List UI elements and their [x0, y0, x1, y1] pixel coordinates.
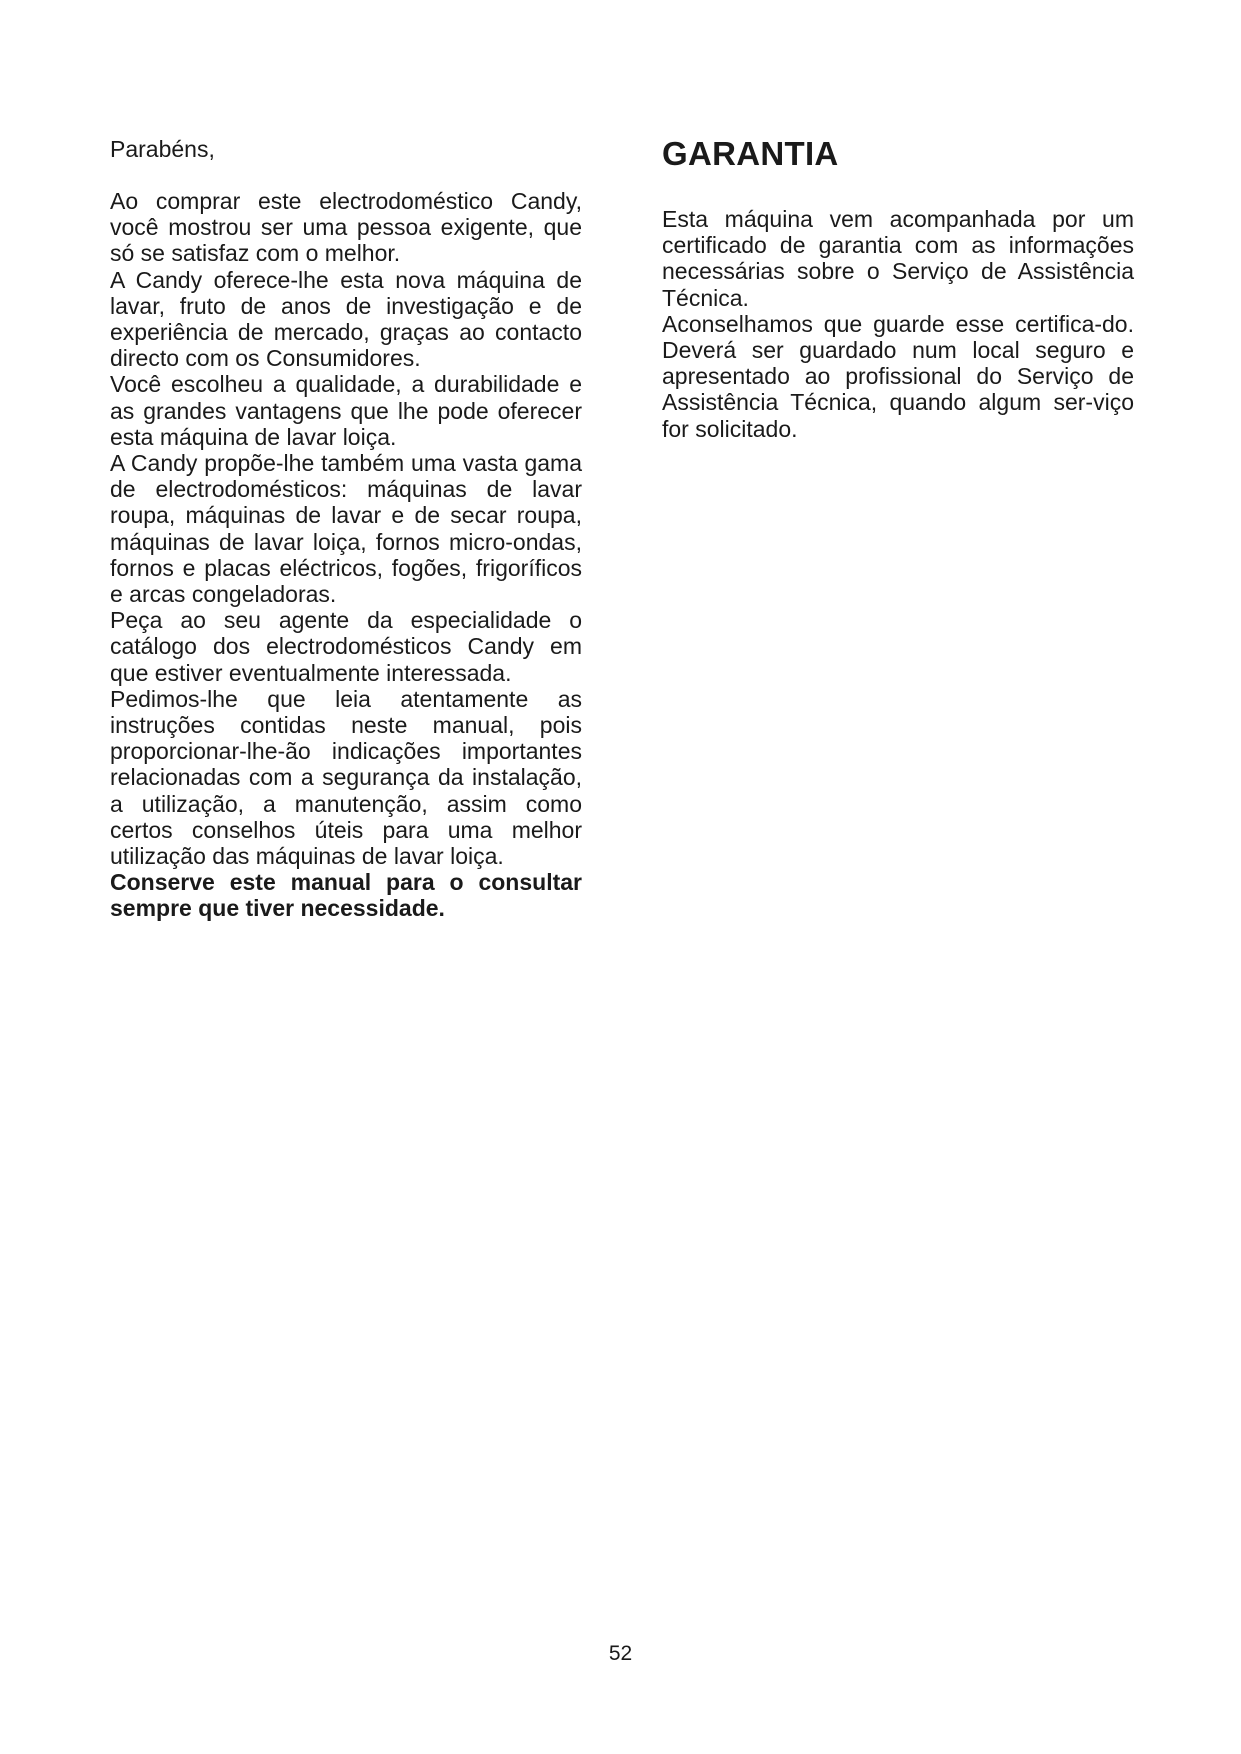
keep-manual-note: Conserve este manual para o consultar sempre que tiver necessidade. [110, 869, 582, 922]
product-range-paragraph: A Candy propõe-lhe também uma vasta gama de electrodomésticos: máquinas de lavar roupa, máquinas de lavar e de secar roupa, máquinas de lavar loiça, fornos micro-ondas, fornos e placas eléctricos, fogões, frigoríficos e arcas congeladoras. [110, 450, 582, 608]
intro-paragraph: Ao comprar este electrodoméstico Candy, você mostrou ser uma pessoa exigente, que só se satisfaz com o melhor. [110, 188, 582, 267]
catalogue-paragraph: Peça ao seu agente da especialidade o catálogo dos electrodomésticos Candy em que estiver eventualmente interessada. [110, 607, 582, 686]
left-column [110, 136, 582, 922]
warranty-keep-paragraph: Aconselhamos que guarde esse certifica-do. Deverá ser guardado num local seguro e apresentado ao profissional do Serviço de Assistência Técnica, quando algum ser-viço for solicitado. [662, 310, 1134, 442]
warranty-certificate-paragraph: Esta máquina vem acompanhada por um certificado de garantia com as informações necessárias sobre o Serviço de Assistência Técnica. [662, 206, 1134, 311]
warranty-heading: GARANTIA [662, 135, 839, 172]
quality-paragraph: Você escolheu a qualidade, a durabilidade e as grandes vantagens que lhe pode oferecer esta máquina de lavar loiça. [110, 371, 582, 450]
greeting: Parabéns, [110, 136, 215, 162]
page-number: 52 [608, 1642, 633, 1665]
candy-offer-paragraph: A Candy oferece-lhe esta nova máquina de lavar, fruto de anos de investigação e de experiência de mercado, graças ao contacto directo com os Consumidores. [110, 266, 582, 372]
right-column [662, 136, 1134, 442]
instructions-paragraph: Pedimos-lhe que leia atentamente as instruções contidas neste manual, pois proporcionar-lhe-ão indicações importantes relacionadas com a segurança da instalação, a utilização, a manutenção, assim como certos conselhos úteis para uma melhor utilização das máquinas de lavar loiça. [110, 685, 582, 870]
